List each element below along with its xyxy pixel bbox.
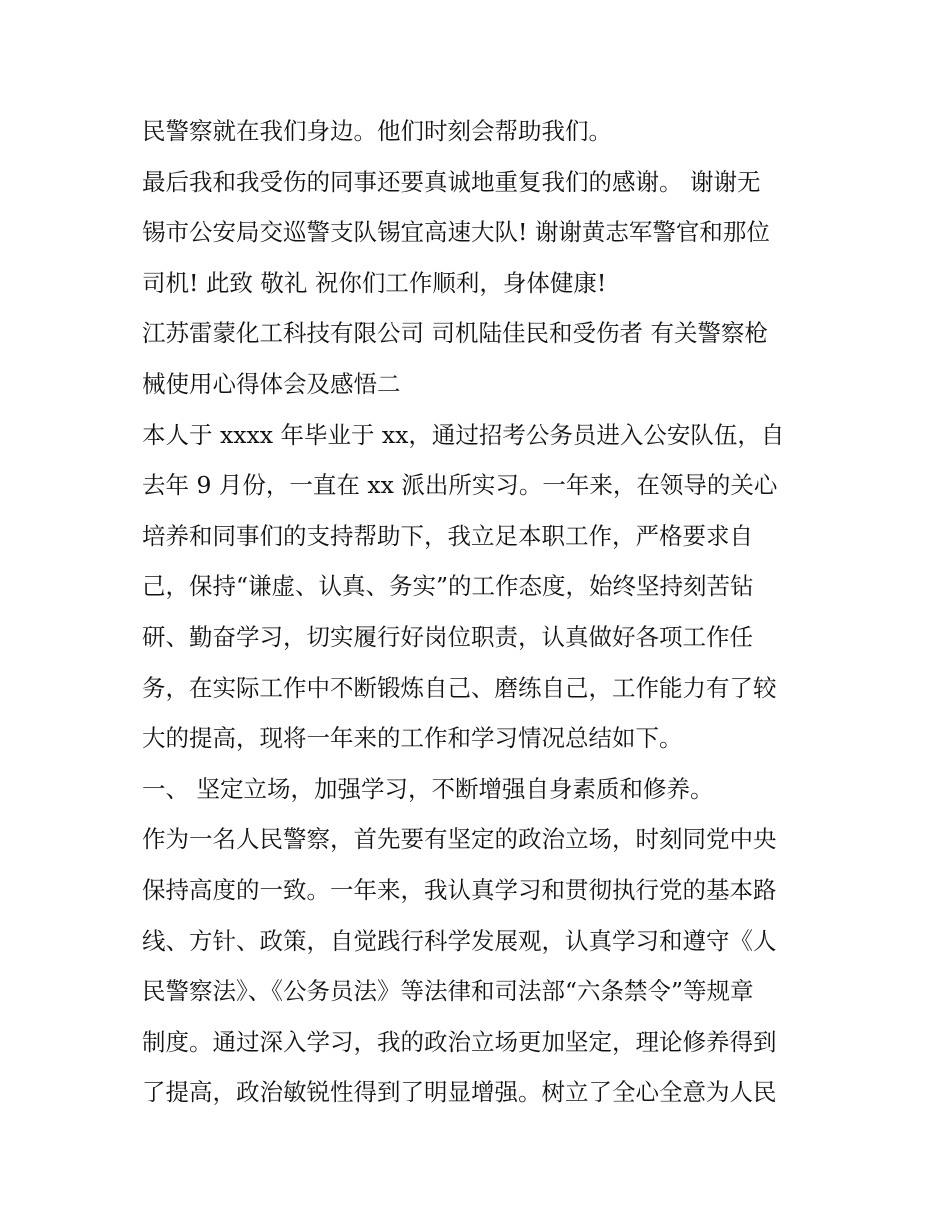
text-line: 本人于 xxxx 年毕业于 xx，通过招考公务员进入公安队伍，自 [142,420,785,449]
section-title-line: 械使用心得体会及感悟二 [142,369,401,398]
text-line: 研、勤奋学习，切实履行好岗位职责，认真做好各项工作任 [142,622,753,651]
text-line: 民警察法》、《公务员法》等法律和司法部“六条禁令”等规章 [142,977,754,1006]
text-line: 线、方针、政策，自觉践行科学发展观，认真学习和遵守《人 [142,926,777,955]
document-body [142,110,812,1122]
text-line: 保持高度的一致。一年来，我认真学习和贯彻执行党的基本路 [142,875,777,904]
text-line: 锡市公安局交巡警支队锡宜高速大队! 谢谢黄志军警官和那位 [142,218,770,247]
heading-line: 一、 坚定立场，加强学习，不断增强自身素质和修养。 [142,774,714,803]
text-line: 了提高，政治敏锐性得到了明显增强。树立了全心全意为人民 [142,1078,777,1107]
text-line: 司机! 此致 敬礼 祝你们工作顺利，身体健康! [142,268,607,297]
text-line: 制度。通过深入学习，我的政治立场更加坚定，理论修养得到 [142,1027,777,1056]
text-line: 最后我和我受伤的同事还要真诚地重复我们的感谢。 谢谢无 [142,167,761,196]
text-line: 去年 9 月份，一直在 xx 派出所实习。一年来，在领导的关心 [142,471,778,500]
text-line: 大的提高，现将一年来的工作和学习情况总结如下。 [142,724,683,753]
text-line: 务，在实际工作中不断锻炼自己、磨练自己，工作能力有了较 [142,673,777,702]
text-line: 民警察就在我们身边。他们时刻会帮助我们。 [142,117,612,145]
text-line: 己，保持“谦虚、认真、务实”的工作态度，始终坚持刻苦钻 [142,572,754,601]
text-line: 作为一名人民警察，首先要有坚定的政治立场，时刻同党中央 [142,825,777,854]
text-line: 江苏雷蒙化工科技有限公司 司机陆佳民和受伤者 有关警察枪 [142,319,768,348]
text-line: 培养和同事们的支持帮助下，我立足本职工作，严格要求自 [142,521,753,550]
